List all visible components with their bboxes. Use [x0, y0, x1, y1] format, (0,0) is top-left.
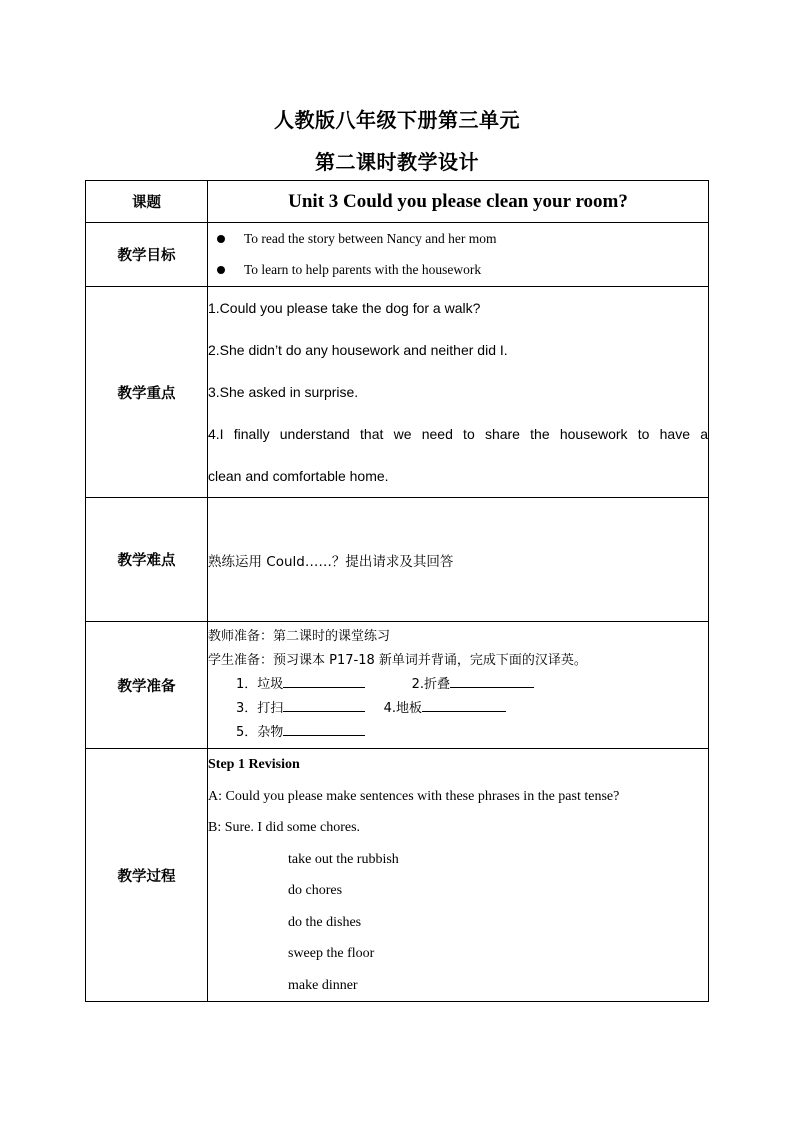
row-preparation — [86, 622, 709, 749]
dialogue-line: A: Could you please make sentences with these phrases in the past tense? — [208, 788, 620, 804]
label-difficulties: 教学难点 — [86, 498, 208, 622]
goal-item: To learn to help parents with the housework — [208, 255, 708, 286]
label-goals: 教学目标 — [86, 223, 208, 287]
lesson-plan-table — [85, 180, 709, 1002]
student-prep: 学生准备：预习课本 P17-18 新单词并背诵，完成下面的汉译英。 — [208, 653, 587, 668]
teacher-prep: 教师准备：第二课时的课堂练习 — [208, 629, 391, 644]
key-point-item: 3.She asked in surprise. — [208, 384, 359, 400]
label-process: 教学过程 — [86, 749, 208, 1002]
answer-blank[interactable] — [283, 721, 365, 736]
row-process — [86, 749, 709, 1002]
phrase-item: take out the rubbish — [288, 851, 399, 867]
key-point-item: clean and comfortable home. — [208, 468, 389, 484]
bullet-icon — [217, 266, 225, 274]
key-point-item: 4.I finally understand that we need to share the housework to have a — [208, 426, 708, 442]
row-goals — [86, 223, 709, 287]
key-point-item: 2.She didn’t do any housework and neither did I. — [208, 342, 508, 358]
vocab-line: 5．杂物 — [208, 721, 708, 745]
step-title: Step 1 Revision — [208, 757, 300, 772]
vocab-line: 3．打扫 4.地板 — [208, 697, 708, 721]
label-preparation: 教学准备 — [86, 622, 208, 749]
dialogue-line: B: Sure. I did some chores. — [208, 820, 361, 835]
phrase-item: sweep the floor — [288, 946, 375, 961]
difficulties-text: 熟练运用 Could……？提出请求及其回答 — [208, 498, 709, 622]
row-difficulties — [86, 498, 709, 622]
bullet-icon — [217, 235, 225, 243]
phrase-item: make dinner — [288, 977, 358, 993]
document-subtitle: 第二课时教学设计 — [315, 150, 479, 174]
row-topic — [86, 181, 709, 223]
answer-blank[interactable] — [450, 673, 534, 688]
goal-item: To read the story between Nancy and her mom — [208, 224, 708, 255]
label-topic: 课题 — [86, 181, 208, 223]
vocab-line: 1．垃圾 2.折叠 — [208, 673, 708, 697]
unit-title: Unit 3 Could you please clean your room? — [288, 190, 628, 212]
key-point-item: 1.Could you please take the dog for a walk? — [208, 300, 481, 316]
phrase-item: do the dishes — [288, 914, 362, 930]
document-title: 人教版八年级下册第三单元 — [274, 108, 520, 132]
label-key-points: 教学重点 — [86, 287, 208, 498]
phrase-item: do chores — [288, 883, 343, 898]
answer-blank[interactable] — [422, 697, 506, 712]
answer-blank[interactable] — [283, 697, 365, 712]
row-key-points — [86, 287, 709, 498]
answer-blank[interactable] — [283, 673, 365, 688]
